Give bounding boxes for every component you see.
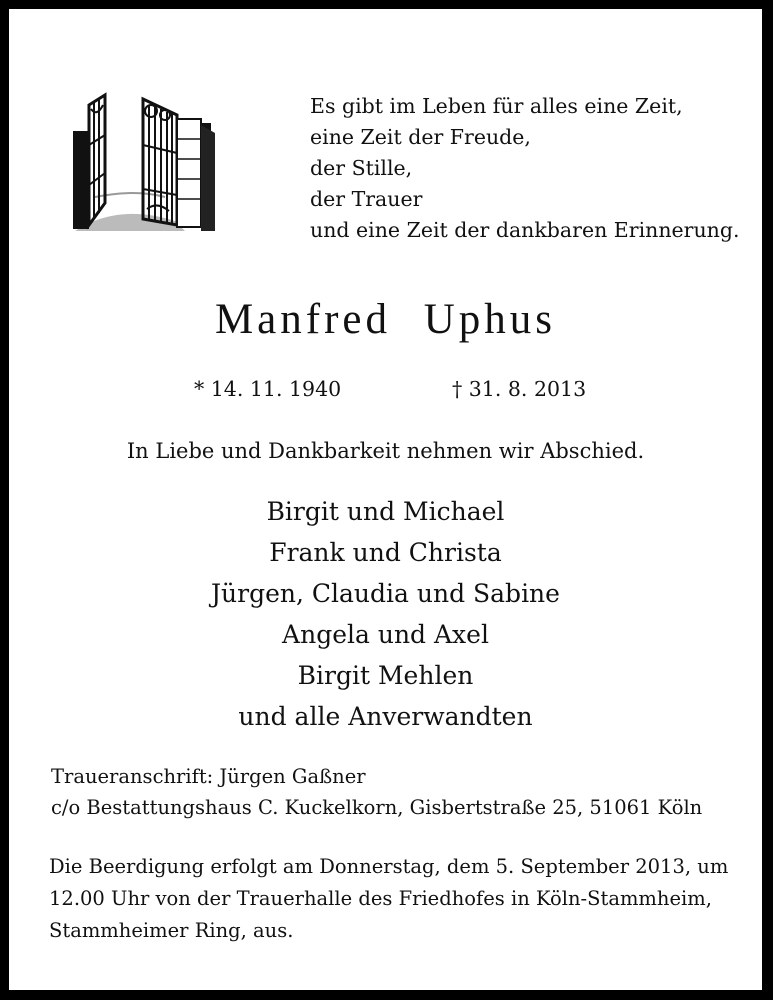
address-line: c/o Bestattungshaus C. Kuckelkorn, Gisbertstraße 25, 51061 Köln [51, 796, 703, 819]
address-line: Traueranschrift: Jürgen Gaßner [51, 765, 366, 788]
deceased-name: Manfred Uphus [214, 296, 557, 343]
poem-line: und eine Zeit der dankbaren Erinnerung. [310, 218, 740, 242]
poem [310, 91, 740, 246]
death-date: † 31. 8. 2013 [452, 377, 587, 401]
open-gate-icon [65, 85, 217, 237]
mourner-line: Birgit und Michael [266, 497, 505, 526]
funeral-line: Stammheimer Ring, aus. [49, 919, 294, 942]
mourner-line: Angela und Axel [282, 620, 489, 649]
poem-line: der Stille, [310, 156, 413, 180]
mourner-line: Frank und Christa [269, 538, 502, 567]
mourner-line: und alle Anverwandten [238, 702, 533, 731]
funeral-line: 12.00 Uhr von der Trauerhalle des Friedhofes in Köln-Stammheim, [49, 887, 712, 910]
poem-line: eine Zeit der Freude, [310, 125, 531, 149]
mourner-line: Jürgen, Claudia und Sabine [211, 579, 560, 608]
funeral-notice [49, 851, 728, 947]
mourner-line: Birgit Mehlen [297, 661, 474, 690]
funeral-line: Die Beerdigung erfolgt am Donnerstag, dem 5. September 2013, um [49, 855, 729, 878]
poem-line: der Trauer [310, 187, 423, 211]
poem-line: Es gibt im Leben für alles eine Zeit, [310, 94, 683, 118]
birth-date: * 14. 11. 1940 [194, 377, 342, 401]
mourners-list [9, 491, 762, 737]
farewell-text: In Liebe und Dankbarkeit nehmen wir Abschied. [126, 439, 645, 463]
mourning-address [51, 761, 702, 823]
